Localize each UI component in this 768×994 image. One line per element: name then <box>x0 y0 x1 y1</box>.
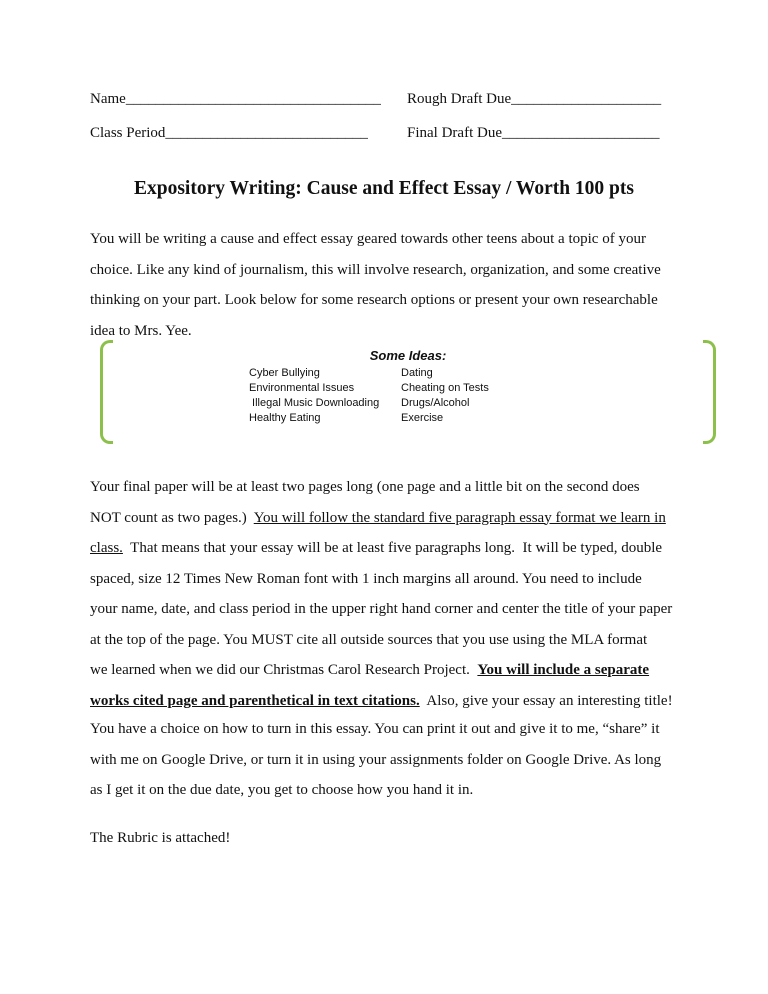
req-line: Your final paper will be at least two pages long (one page and a little bit on the second does <box>90 479 640 495</box>
citation-requirement: You will include a separate <box>477 662 650 678</box>
submission-line: as I get it on the due date, you get to choose how you hand it in. <box>90 782 474 798</box>
idea-item: Healthy Eating <box>249 412 321 424</box>
idea-item: Illegal Music Downloading <box>249 397 380 409</box>
intro-line: idea to Mrs. Yee. <box>90 322 192 339</box>
idea-item: Dating <box>401 367 433 379</box>
req-line: at the top of the page. You MUST cite all outside sources that you use using the MLA format <box>90 631 648 648</box>
req-line: your name, date, and class period in the upper right hand corner and center the title of your paper <box>90 601 673 617</box>
submission-line: You have a choice on how to turn in this essay. You can print it out and give it to me, “share” it <box>90 721 660 737</box>
format-requirement-end: class. <box>90 540 123 556</box>
intro-paragraph <box>90 224 690 346</box>
format-requirement: You will follow the standard five paragraph essay format we learn in <box>253 509 666 526</box>
req-line <box>90 655 690 686</box>
page-title: Expository Writing: Cause and Effect Essay / Worth 100 pts <box>133 178 634 199</box>
req-text: we learned when we did our Christmas Carol Research Project. <box>90 662 478 678</box>
closing-note <box>90 823 690 854</box>
closing-text: The Rubric is attached! <box>90 830 231 846</box>
submission-line: with me on Google Drive, or turn it in using your assignments folder on Google Drive. As long <box>90 751 662 768</box>
name-field: Name__________________________________ <box>90 91 381 107</box>
idea-item: Cheating on Tests <box>401 382 489 394</box>
idea-item: Exercise <box>401 412 444 424</box>
req-line <box>90 533 690 564</box>
req-text: Also, give your essay an interesting title! <box>419 692 673 709</box>
idea-item: Cyber Bullying <box>249 367 320 379</box>
req-line <box>90 503 690 534</box>
req-line: spaced, size 12 Times New Roman font with 1 inch margins all around. You need to include <box>90 570 642 587</box>
ideas-box <box>100 340 716 440</box>
idea-item: Environmental Issues <box>249 382 355 394</box>
citation-requirement-end: works cited page and parenthetical in text citations. <box>90 692 420 709</box>
req-text: That means that your essay will be at least five paragraphs long. It will be typed, double <box>122 540 663 556</box>
requirements-paragraph <box>90 472 690 716</box>
rough-draft-due-field: Rough Draft Due____________________ <box>407 91 662 107</box>
ideas-column-2 <box>401 366 489 426</box>
intro-line: thinking on your part. Look below for some research options or present your own researchable <box>90 292 658 308</box>
class-period-field: Class Period___________________________ <box>90 125 368 141</box>
req-line <box>90 686 690 717</box>
final-draft-due-field: Final Draft Due_____________________ <box>407 125 660 141</box>
ideas-column-1 <box>249 366 379 426</box>
submission-paragraph <box>90 714 690 806</box>
intro-line: You will be writing a cause and effect essay geared towards other teens about a topic of your <box>90 231 646 247</box>
idea-item: Drugs/Alcohol <box>401 397 470 409</box>
intro-line: choice. Like any kind of journalism, this will involve research, organization, and some creative <box>90 261 661 278</box>
ideas-title: Some Ideas: <box>369 348 447 363</box>
req-text: NOT count as two pages.) <box>90 509 254 526</box>
